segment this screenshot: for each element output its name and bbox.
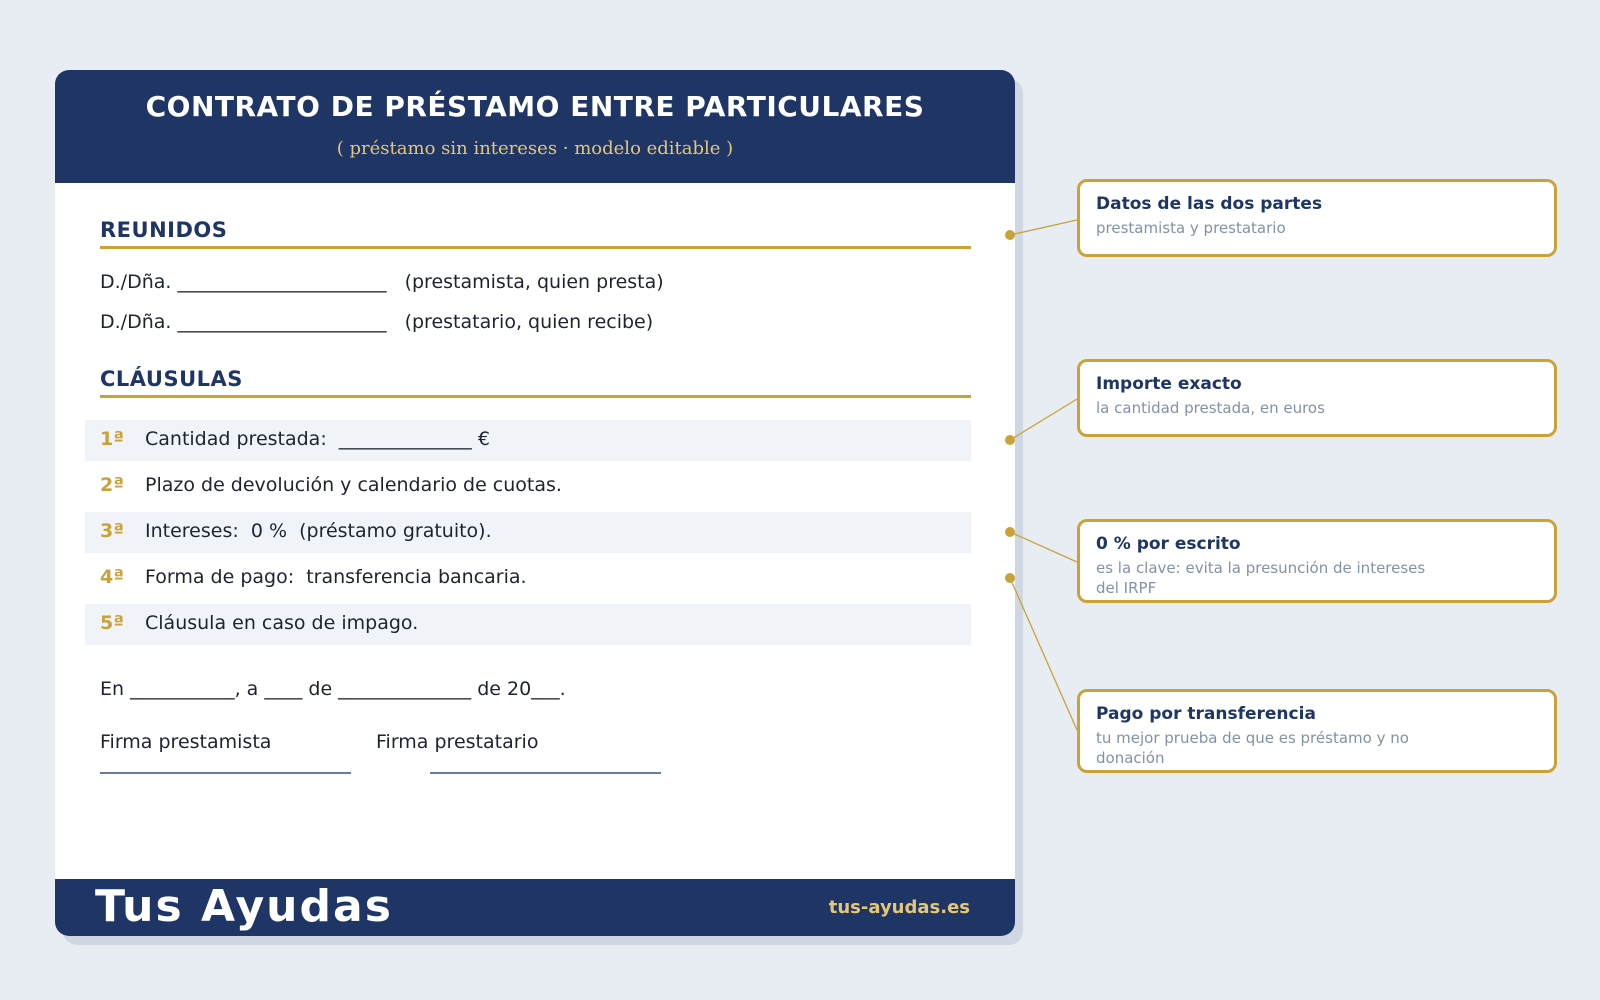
connector-dot (1005, 573, 1015, 583)
connector-line (1010, 532, 1077, 562)
clause-number: 4ª (100, 566, 124, 588)
callout-parties (1077, 179, 1557, 257)
callout-description: tu mejor prueba de que es préstamo y no donación (1096, 729, 1409, 767)
callout-title: Datos de las dos partes (1096, 194, 1323, 214)
callout-title: 0 % por escrito (1096, 534, 1241, 554)
section-reunidos-heading: REUNIDOS (100, 218, 971, 249)
clause-text: Plazo de devolución y calendario de cuotas. (145, 474, 562, 496)
clause-text: Intereses: 0 % (préstamo gratuito). (145, 520, 492, 542)
party-line-lender: D./Dña. ______________________ (prestamista, quien presta) (100, 271, 664, 293)
party-line-borrower: D./Dña. ______________________ (prestatario, quien recibe) (100, 311, 654, 333)
connector-line (1010, 220, 1077, 235)
callout-interest (1077, 519, 1557, 603)
callout-amount (1077, 359, 1557, 437)
section-clausulas-heading: CLÁUSULAS (100, 367, 971, 398)
callout-transfer (1077, 689, 1557, 773)
callout-description: la cantidad prestada, en euros (1096, 399, 1325, 417)
callout-title: Importe exacto (1096, 374, 1242, 394)
clause-text: Cantidad prestada: ______________ € (145, 428, 490, 450)
place-date-line: En ___________, a ____ de ______________ de 20___. (100, 678, 566, 700)
connector-line (1010, 578, 1077, 730)
document-subtitle: ( préstamo sin intereses · modelo editable ) (336, 138, 734, 159)
callout-description: prestamista y prestatario (1096, 219, 1286, 237)
clause-text: Forma de pago: transferencia bancaria. (145, 566, 527, 588)
website-link[interactable]: tus-ayudas.es (828, 897, 970, 918)
clause-number: 1ª (100, 428, 124, 450)
connector-dot (1005, 527, 1015, 537)
clause-number: 5ª (100, 612, 124, 634)
callout-description: es la clave: evita la presunción de intereses del IRPF (1096, 559, 1426, 597)
connector-line (1010, 399, 1077, 440)
connector-dot (1005, 435, 1015, 445)
clause-number: 3ª (100, 520, 124, 542)
document-title: CONTRATO DE PRÉSTAMO ENTRE PARTICULARES (145, 90, 925, 123)
clause-number: 2ª (100, 474, 124, 496)
callout-title: Pago por transferencia (1096, 704, 1316, 724)
clause-text: Cláusula en caso de impago. (145, 612, 419, 634)
connector-dot (1005, 230, 1015, 240)
signature-label-lender: Firma prestamista (100, 731, 272, 753)
signature-label-borrower: Firma prestatario (376, 731, 539, 753)
brand-logo: Tus Ayudas (95, 881, 393, 932)
